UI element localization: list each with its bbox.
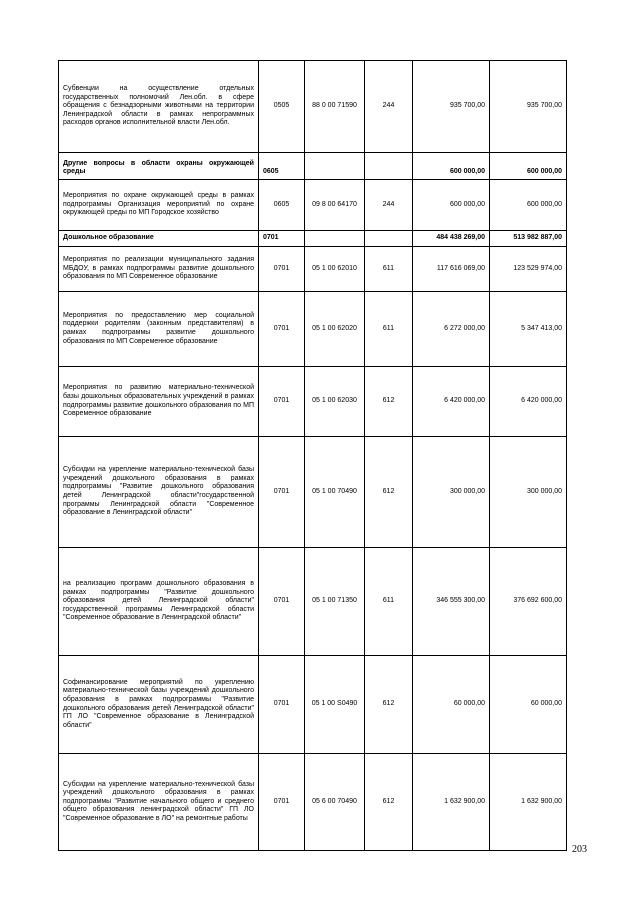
row-sum2: 1 632 900,00 [490, 754, 567, 851]
row-name: Софинансирование мероприятий по укреплению материально-технической базы учреждений дошкольного образования в рамках подпрограммы "Развитие дошкольного образования детей Ленинградской области" ГП ЛО "Современное образование в Ленинградской области" [59, 656, 259, 754]
row-section: 0701 [259, 437, 305, 548]
row-section: 0701 [259, 548, 305, 656]
row-section: 0701 [259, 754, 305, 851]
row-target [305, 153, 365, 180]
row-target: 09 8 00 64170 [305, 180, 365, 231]
row-sum1: 600 000,00 [413, 153, 490, 180]
row-section: 0505 [259, 61, 305, 153]
row-name: Дошкольное образование [59, 231, 259, 247]
row-type: 611 [365, 292, 413, 367]
row-type: 244 [365, 180, 413, 231]
row-name: Субсидии на укрепление материально-технической базы учреждений дошкольного образования в рамках подпрограммы "Развитие начального общего и среднего общего образования ленинградской области" ГП ЛО "Современное образование в ЛО" на ремонтные работы [59, 754, 259, 851]
row-type: 612 [365, 437, 413, 548]
row-section: 0701 [259, 247, 305, 292]
row-target: 05 1 00 62020 [305, 292, 365, 367]
row-name: Другие вопросы в области охраны окружающей среды [59, 153, 259, 180]
row-name: Мероприятия по реализации муниципального задания МБДОУ, в рамках подпрограммы развитие дошкольного образования по МП Современное образование [59, 247, 259, 292]
table-row [59, 367, 567, 437]
row-sum2: 376 692 600,00 [490, 548, 567, 656]
page-number: 203 [572, 844, 587, 855]
row-type [365, 153, 413, 180]
row-type [365, 231, 413, 247]
table-row [59, 61, 567, 153]
table-row [59, 247, 567, 292]
row-name: Субсидии на укрепление материально-технической базы учреждений дошкольного образования в рамках подпрограммы "Развитие дошкольного образования детей Ленинградской области"государственной программы Ленинградской области "Современное образование в Ленинградской области" [59, 437, 259, 548]
row-section: 0605 [259, 180, 305, 231]
row-target: 05 1 00 70490 [305, 437, 365, 548]
row-type: 611 [365, 247, 413, 292]
row-sum1: 346 555 300,00 [413, 548, 490, 656]
row-type: 611 [365, 548, 413, 656]
row-section: 0701 [259, 231, 305, 247]
row-type: 612 [365, 367, 413, 437]
row-type: 244 [365, 61, 413, 153]
row-section: 0701 [259, 292, 305, 367]
row-name: Мероприятия по развитию материально-технической базы дошкольных образовательных учреждений в рамках подпрограммы развитие дошкольного образования по МП Современное образование [59, 367, 259, 437]
row-sum1: 6 420 000,00 [413, 367, 490, 437]
row-target: 05 1 00 62030 [305, 367, 365, 437]
table-row [59, 437, 567, 548]
row-sum2: 513 982 887,00 [490, 231, 567, 247]
row-sum1: 60 000,00 [413, 656, 490, 754]
table-row [59, 548, 567, 656]
row-sum1: 6 272 000,00 [413, 292, 490, 367]
row-sum1: 300 000,00 [413, 437, 490, 548]
row-section: 0701 [259, 656, 305, 754]
table-row [59, 292, 567, 367]
table-row [59, 656, 567, 754]
table-row [59, 754, 567, 851]
row-type: 612 [365, 754, 413, 851]
row-sum2: 6 420 000,00 [490, 367, 567, 437]
row-name: на реализацию программ дошкольного образования в рамках подпрограммы "Развитие дошкольного образования детей Ленинградской области" государственной программы Ленинградской области "Современное образование в Ленинградской области" [59, 548, 259, 656]
row-name: Мероприятия по охране окружающей среды в рамках подпрограммы Организация мероприятий по охране окружающей среды по МП Городское хозяйство [59, 180, 259, 231]
row-name: Субвенции на осуществление отдельных государственных полномочий Лен.обл. в сфере обращения с безнадзорными животными на территории Ленинградской области в рамках непрограммных расходов органов исполнительной власти Лен.обл. [59, 61, 259, 153]
row-target [305, 231, 365, 247]
row-target: 05 1 00 62010 [305, 247, 365, 292]
row-sum1: 935 700,00 [413, 61, 490, 153]
row-type: 612 [365, 656, 413, 754]
row-target: 05 1 00 S0490 [305, 656, 365, 754]
row-sum1: 117 616 069,00 [413, 247, 490, 292]
row-sum2: 300 000,00 [490, 437, 567, 548]
row-sum1: 600 000,00 [413, 180, 490, 231]
row-section: 0701 [259, 367, 305, 437]
row-target: 88 0 00 71590 [305, 61, 365, 153]
row-sum2: 123 529 974,00 [490, 247, 567, 292]
row-sum1: 1 632 900,00 [413, 754, 490, 851]
table-row [59, 180, 567, 231]
table-row [59, 231, 567, 247]
table-row [59, 153, 567, 180]
row-target: 05 6 00 70490 [305, 754, 365, 851]
row-sum1: 484 438 269,00 [413, 231, 490, 247]
row-sum2: 600 000,00 [490, 153, 567, 180]
row-target: 05 1 00 71350 [305, 548, 365, 656]
budget-table [58, 60, 567, 851]
row-sum2: 935 700,00 [490, 61, 567, 153]
row-name: Мероприятия по предоставлению мер социальной поддержки родителям (законным представителям) в рамках подпрограммы развитие дошкольного образования по МП Современное образование [59, 292, 259, 367]
row-sum2: 600 000,00 [490, 180, 567, 231]
row-sum2: 60 000,00 [490, 656, 567, 754]
row-sum2: 5 347 413,00 [490, 292, 567, 367]
row-section: 0605 [259, 153, 305, 180]
